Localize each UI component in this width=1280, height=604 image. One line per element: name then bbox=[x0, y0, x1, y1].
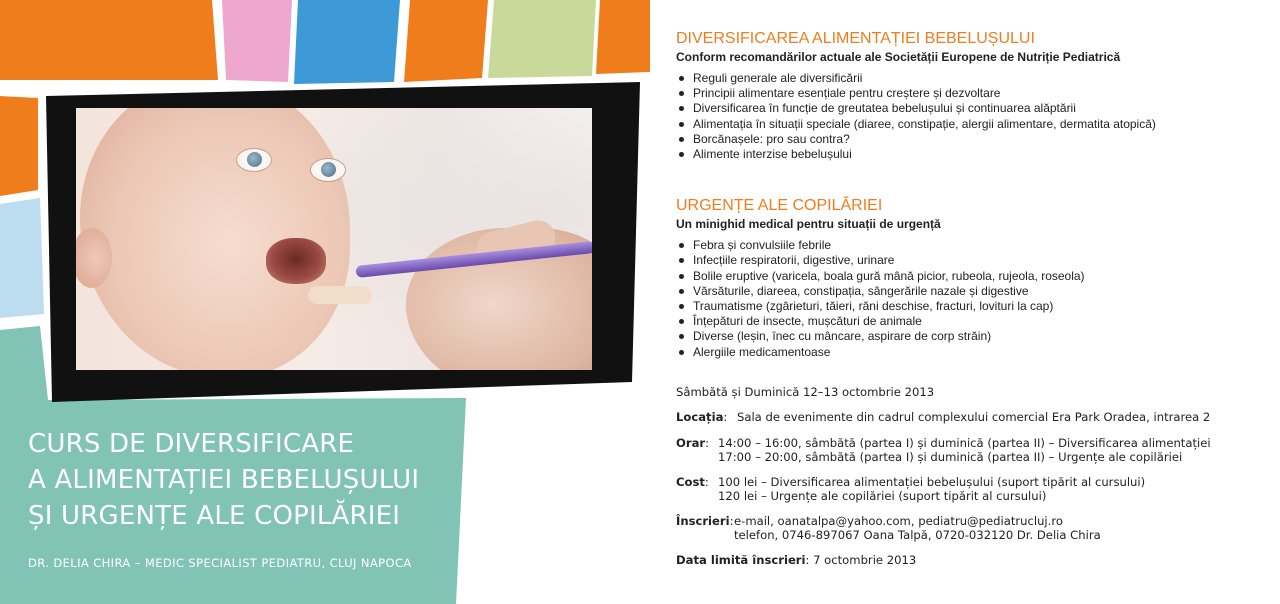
list-item: Alimentația în situații speciale (diaree, constipație, alergii alimentare, dermatita atopică) bbox=[676, 117, 1276, 132]
eye-right bbox=[310, 158, 346, 182]
orange-block-top-right bbox=[596, 0, 650, 74]
colon: : bbox=[729, 514, 734, 528]
registration-line: e-mail, oanatalpa@yahoo.com, pediatru@pediatrucluj.ro bbox=[734, 514, 1063, 528]
section-title: URGENȚE ALE COPILĂRIEI bbox=[676, 197, 883, 215]
colon: : bbox=[805, 553, 810, 567]
eye-left bbox=[236, 148, 272, 172]
colon: : bbox=[723, 410, 728, 424]
list-item: Alergiile medicamentoase bbox=[676, 345, 1276, 360]
registration-row bbox=[676, 514, 734, 529]
mouth bbox=[266, 238, 326, 284]
colon: : bbox=[705, 436, 710, 450]
section-subtitle: Un minighid medical pentru situații de urgență bbox=[676, 217, 941, 232]
blue-block-top bbox=[294, 0, 400, 84]
list-item: Înțepături de insecte, mușcături de animale bbox=[676, 314, 1276, 329]
list-item: Vărsăturile, diareea, constipația, sângerările nazale și digestive bbox=[676, 284, 1276, 299]
list-item: Traumatisme (zgârieturi, tăieri, răni deschise, fracturi, lovituri la cap) bbox=[676, 299, 1276, 314]
colon: : bbox=[704, 475, 709, 489]
section-title: DIVERSIFICAREA ALIMENTAȚIEI BEBELUȘULUI bbox=[676, 30, 1035, 47]
registration-label: Înscrieri bbox=[676, 514, 730, 528]
pink-block-top bbox=[222, 0, 292, 82]
course-title bbox=[28, 426, 458, 534]
cost-row bbox=[676, 475, 709, 490]
baby-eating-photo bbox=[76, 108, 592, 370]
section-subtitle: Conform recomandărilor actuale ale Societății Europene de Nutriție Pediatrică bbox=[676, 50, 1121, 64]
list-item: Principii alimentare esențiale pentru creștere și dezvoltare bbox=[676, 86, 1276, 101]
schedule-line: 17:00 – 20:00, sâmbătă (partea I) și duminică (partea II) – Urgențe ale copilăriei bbox=[718, 450, 1183, 464]
schedule-line: 14:00 – 16:00, sâmbătă (partea I) și duminică (partea II) – Diversificarea alimentației bbox=[718, 436, 1211, 450]
schedule-label: Orar bbox=[676, 436, 706, 450]
light-blue-strip-left bbox=[0, 198, 44, 318]
title-line-3: ȘI URGENȚE ALE COPILĂRIEI bbox=[28, 501, 401, 531]
location-row bbox=[676, 410, 1210, 425]
list-item: Reguli generale ale diversificării bbox=[676, 71, 1276, 86]
list-item: Borcănașele: pro sau contra? bbox=[676, 132, 1276, 147]
list-item: Infecțiile respiratorii, digestive, urinare bbox=[676, 253, 1276, 268]
deadline-row bbox=[676, 553, 916, 568]
topic-list bbox=[676, 71, 1276, 162]
author-line: DR. DELIA CHIRA – MEDIC SPECIALIST PEDIATRU, CLUJ NAPOCA bbox=[28, 556, 412, 570]
schedule-row bbox=[676, 436, 709, 451]
list-item: Diversificarea în funcție de greutatea bebelușului și continuarea alăptării bbox=[676, 101, 1276, 116]
food bbox=[308, 286, 372, 304]
cost-label: Cost bbox=[676, 475, 705, 489]
orange-block-top-left bbox=[0, 0, 218, 80]
list-item: Febra și convulsiile febrile bbox=[676, 238, 1276, 253]
registration-line: telefon, 0746-897067 Oana Talpă, 0720-032120 Dr. Delia Chira bbox=[734, 528, 1101, 542]
title-line-2: A ALIMENTAȚIEI BEBELUȘULUI bbox=[28, 465, 420, 495]
section-diversificare bbox=[676, 30, 1276, 162]
orange-block-top-center bbox=[404, 0, 488, 82]
orange-strip-left bbox=[0, 96, 38, 196]
list-item: Alimente interzise bebelușului bbox=[676, 147, 1276, 162]
cost-line: 120 lei – Urgențe ale copilăriei (suport tipărit al cursului) bbox=[718, 489, 1047, 503]
list-item: Diverse (leșin, înec cu mâncare, aspirare de corp străin) bbox=[676, 329, 1276, 344]
course-content bbox=[676, 30, 1276, 360]
deadline-value: 7 octombrie 2013 bbox=[813, 553, 917, 567]
title-line-1: CURS DE DIVERSIFICARE bbox=[28, 429, 355, 459]
deadline-label: Data limită înscrieri bbox=[676, 553, 806, 567]
location-value: Sala de evenimente din cadrul complexului comercial Era Park Oradea, intrarea 2 bbox=[736, 410, 1211, 424]
section-urgente bbox=[676, 197, 1276, 360]
topic-list bbox=[676, 238, 1276, 360]
location-label: Locația bbox=[676, 410, 724, 424]
list-item: Bolile eruptive (varicela, boala gură mână picior, rubeola, rujeola, roseola) bbox=[676, 269, 1276, 284]
green-block-top bbox=[488, 0, 596, 78]
cost-line: 100 lei – Diversificarea alimentației bebelușului (suport tipărit al cursului) bbox=[718, 475, 1146, 489]
course-dates: Sâmbătă și Duminică 12–13 octombrie 2013 bbox=[676, 385, 935, 399]
